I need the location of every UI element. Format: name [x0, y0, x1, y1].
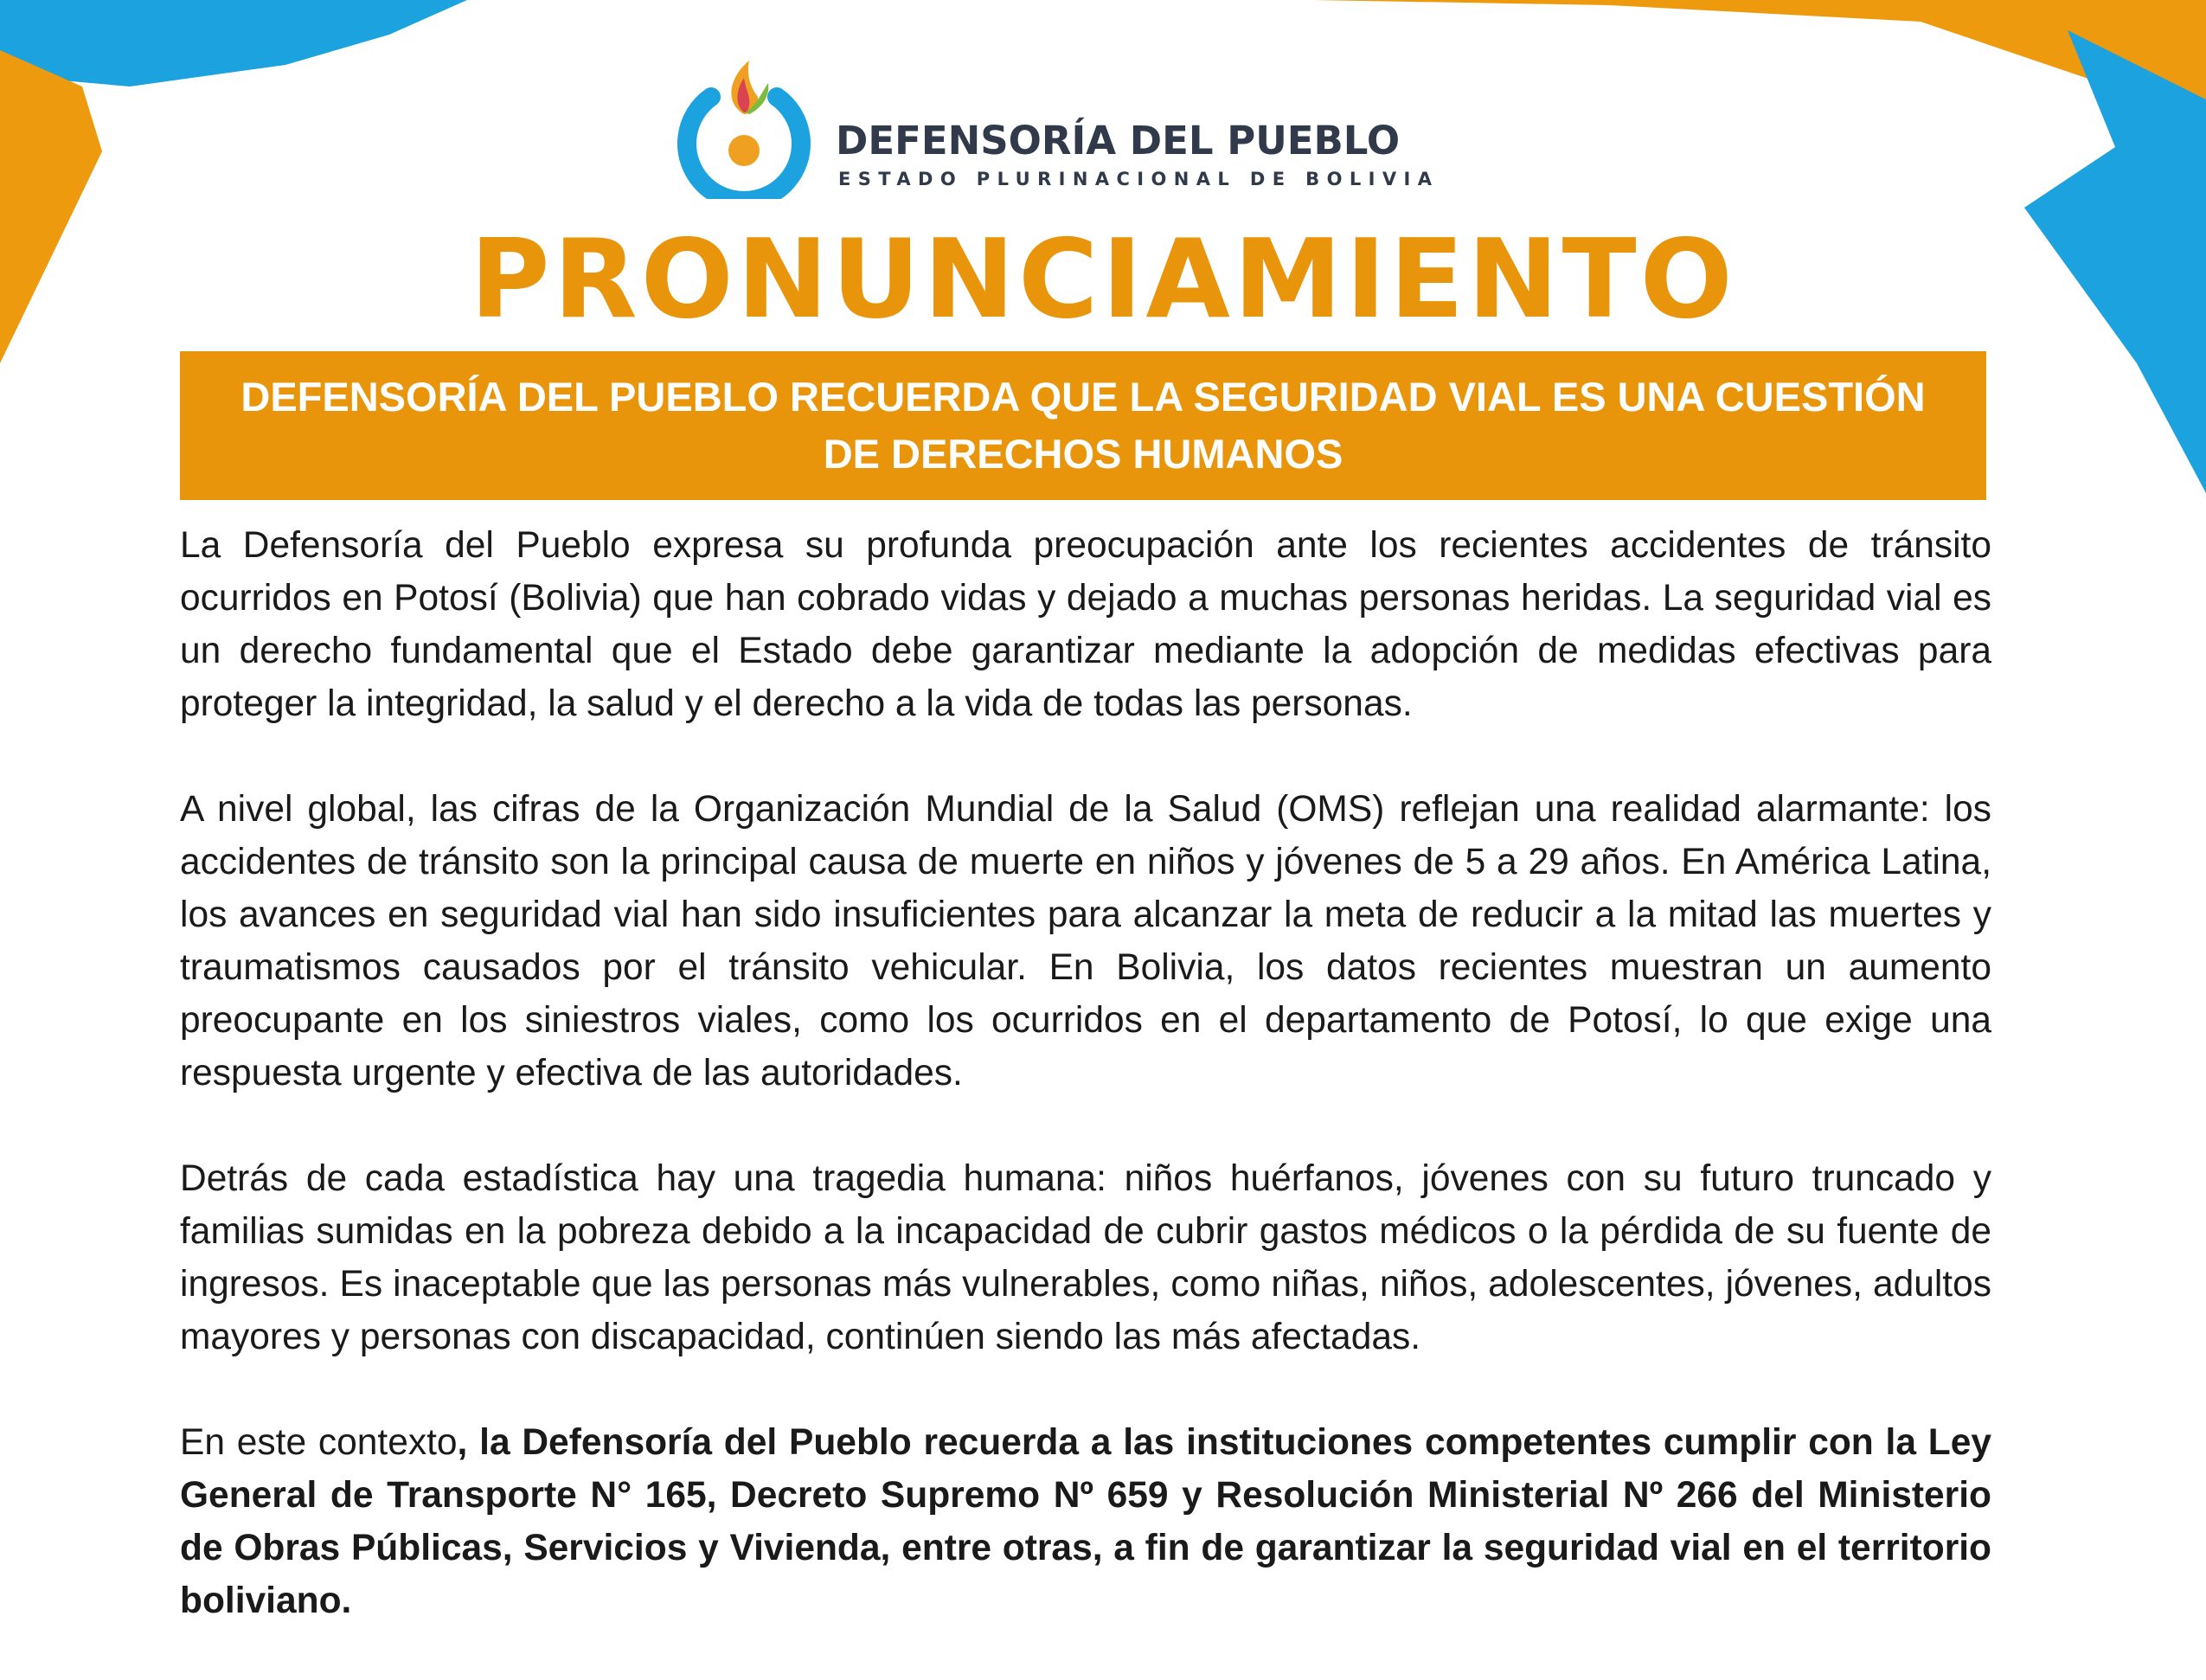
- top-left-blue-shape: [0, 0, 467, 87]
- headline-text: DEFENSORÍA DEL PUEBLO RECUERDA QUE LA SEGURIDAD VIAL ES UNA CUESTIÓN DE DERECHOS HUMANOS: [240, 374, 1926, 477]
- logo-name: DEFENSORÍA DEL PUEBLO: [836, 118, 1401, 164]
- closing-bold-text: , la Defensoría del Pueblo recuerda a las instituciones competentes cumplir con la Ley General de Transporte N° 165, Decreto Supremo Nº 659 y Resolución Ministerial Nº 266 del Ministerio de Obras Públicas, Servicios y Vivienda, entre otras, a fin de garantizar la seguridad vial en el territorio boliviano.: [180, 1422, 1991, 1621]
- organization-logo: [666, 43, 1440, 199]
- headline-banner: [180, 351, 1986, 500]
- closing-paragraph: [180, 1416, 1991, 1627]
- defensoria-emblem-icon: [666, 43, 822, 199]
- paragraph-1: La Defensoría del Pueblo expresa su profunda preocupación ante los recientes accidentes de tránsito ocurridos en Potosí (Bolivia) que han cobrado vidas y dejado a muchas personas heridas. La seguridad vial es un derecho fundamental que el Estado debe garantizar mediante la adopción de medidas efectivas para proteger la integridad, la salud y el derecho a la vida de todas las personas.: [180, 525, 1991, 724]
- top-right-orange-shape: [1315, 0, 2206, 121]
- statement-body: [180, 519, 1991, 1680]
- closing-intro: En este contexto: [180, 1422, 458, 1463]
- paragraph-2: A nivel global, las cifras de la Organización Mundial de la Salud (OMS) reflejan una realidad alarmante: los accidentes de tránsito son la principal causa de muerte en niños y jóvenes de 5 a 29 años. En América Latina, los avances en seguridad vial han sido insuficientes para alcanzar la meta de reducir a la mitad las muertes y traumatismos causados por el tránsito vehicular. En Bolivia, los datos recientes muestran un aumento preocupante en los siniestros viales, como los ocurridos en el departamento de Potosí, lo que exige una respuesta urgente y efectiva de las autoridades.: [180, 789, 1991, 1093]
- paragraph-3: Detrás de cada estadística hay una tragedia humana: niños huérfanos, jóvenes con su futuro truncado y familias sumidas en la pobreza debido a la incapacidad de cubrir gastos médicos o la pérdida de su fuente de ingresos. Es inaceptable que las personas más vulnerables, como niñas, niños, adolescentes, jóvenes, adultos mayores y personas con discapacidad, continúen siendo las más afectadas.: [180, 1158, 1991, 1357]
- page-title: PRONUNCIAMIENTO: [470, 215, 1736, 343]
- logo-subtitle: ESTADO PLURINACIONAL DE BOLIVIA: [838, 169, 1440, 189]
